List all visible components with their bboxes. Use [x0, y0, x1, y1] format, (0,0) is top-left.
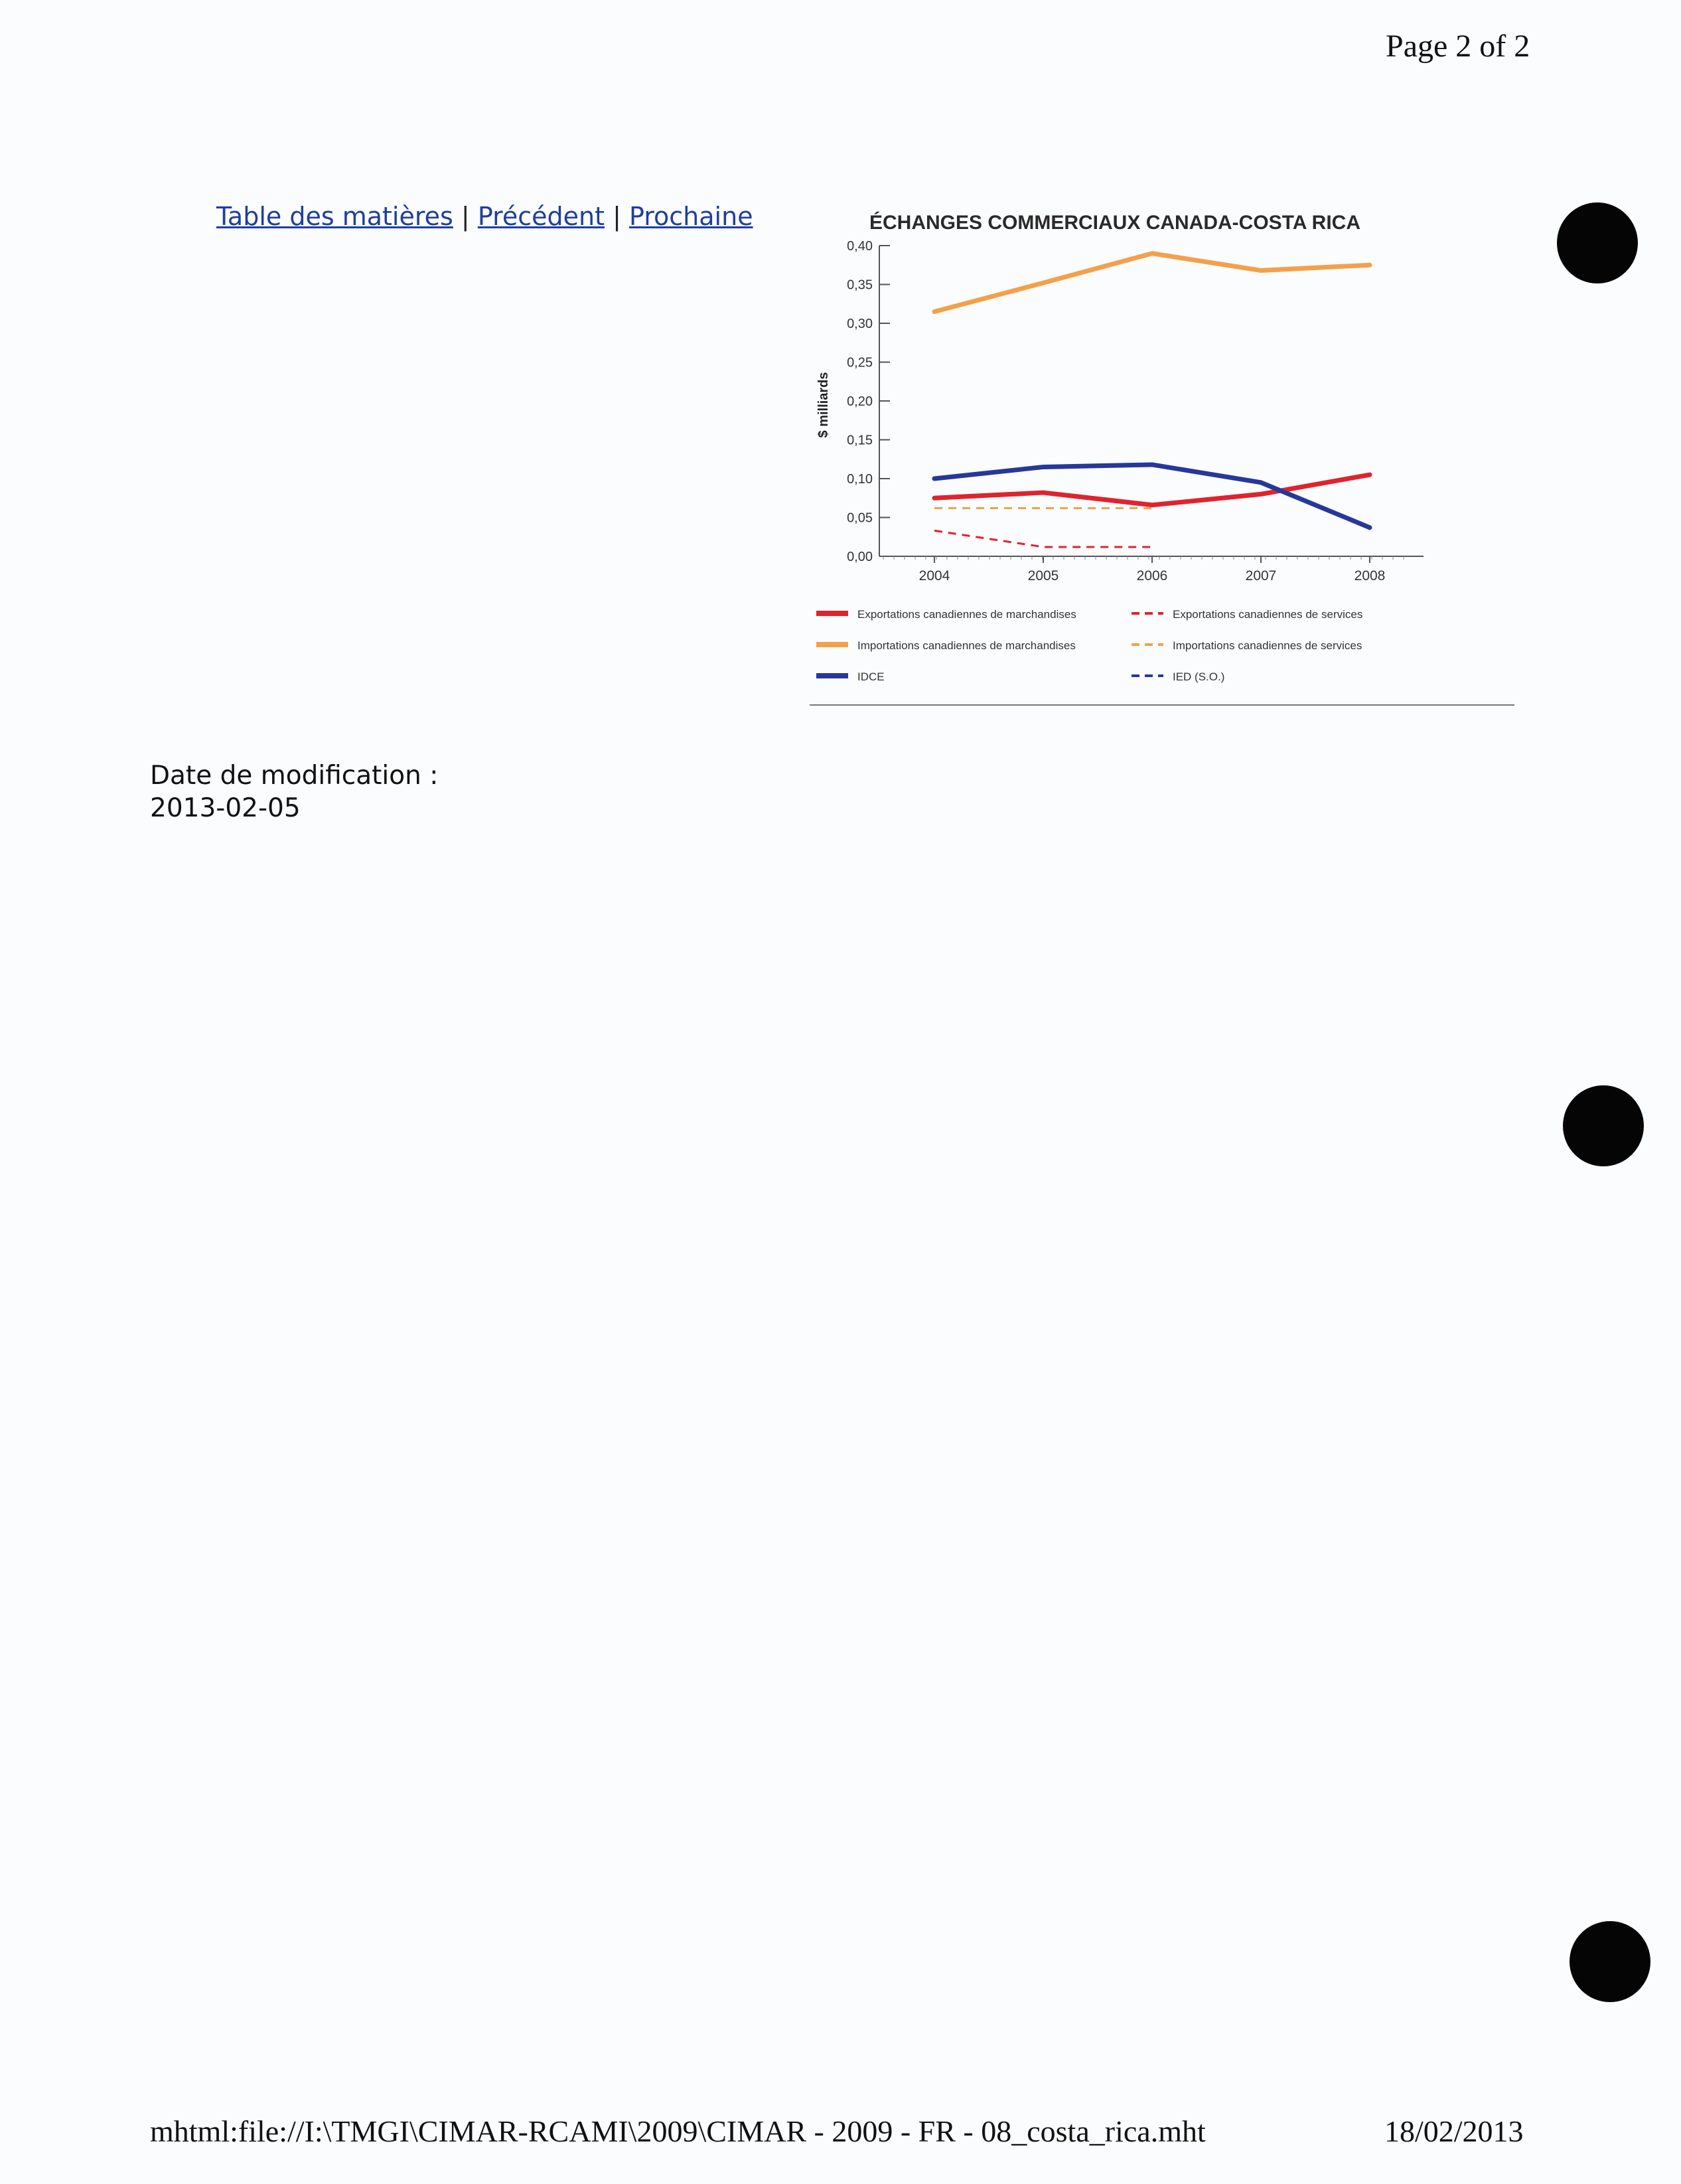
x-tick-label: 2008: [1354, 568, 1386, 584]
legend-label: IDCE: [857, 670, 885, 683]
y-tick-label: 0,15: [847, 433, 873, 448]
y-tick-label: 0,20: [847, 394, 873, 409]
footer-file-path: mhtml:file://I:\TMGI\CIMAR-RCAMI\2009\CIMAR - 2009 - FR - 08_costa_rica.mht: [150, 2114, 1206, 2148]
previous-link[interactable]: Précédent: [477, 202, 605, 231]
y-tick-label: 0,35: [847, 277, 873, 293]
y-tick-label: 0,30: [847, 317, 873, 331]
y-tick-label: 0,00: [847, 550, 873, 564]
chart-axes: [847, 239, 1424, 584]
modification-label: Date de modification :: [150, 761, 439, 791]
chart-title: ÉCHANGES COMMERCIAUX CANADA-COSTA RICA: [869, 212, 1360, 234]
table-of-contents-link[interactable]: Table des matières: [216, 202, 453, 231]
binder-hole-bottom: [1570, 1921, 1650, 2002]
binder-hole-middle: [1563, 1085, 1644, 1166]
x-tick-label: 2005: [1027, 568, 1059, 584]
next-link[interactable]: Prochaine: [629, 202, 753, 231]
modification-value: 2013-02-05: [150, 793, 301, 823]
binder-hole-top: [1557, 202, 1638, 283]
trade-chart: [796, 199, 1526, 710]
chart-legend: [816, 608, 1362, 683]
y-tick-label: 0,25: [847, 355, 873, 370]
footer-print-date: 18/02/2013: [1384, 2114, 1524, 2148]
series-line-3: [934, 254, 1370, 312]
y-tick-label: 0,40: [847, 239, 873, 254]
nav-separator: |: [613, 202, 621, 231]
series-line-2: [934, 530, 1152, 547]
legend-label: Exportations canadiennes de marchandises: [857, 608, 1076, 621]
y-tick-label: 0,05: [847, 510, 873, 526]
y-axis-label: $ milliards: [816, 372, 831, 438]
modification-date: [150, 759, 438, 824]
navigation-links: [216, 202, 753, 231]
legend-label: IED (S.O.): [1173, 670, 1225, 683]
legend-label: Importations canadiennes de marchandises: [857, 639, 1076, 652]
x-tick-label: 2004: [918, 568, 950, 584]
x-tick-label: 2007: [1245, 568, 1277, 584]
chart-series: [934, 254, 1370, 547]
legend-label: Importations canadiennes de services: [1173, 639, 1362, 652]
nav-separator: |: [461, 202, 470, 231]
x-tick-label: 2006: [1136, 568, 1168, 584]
y-tick-label: 0,10: [847, 472, 873, 487]
legend-label: Exportations canadiennes de services: [1173, 608, 1363, 621]
page-number: Page 2 of 2: [1386, 29, 1530, 64]
